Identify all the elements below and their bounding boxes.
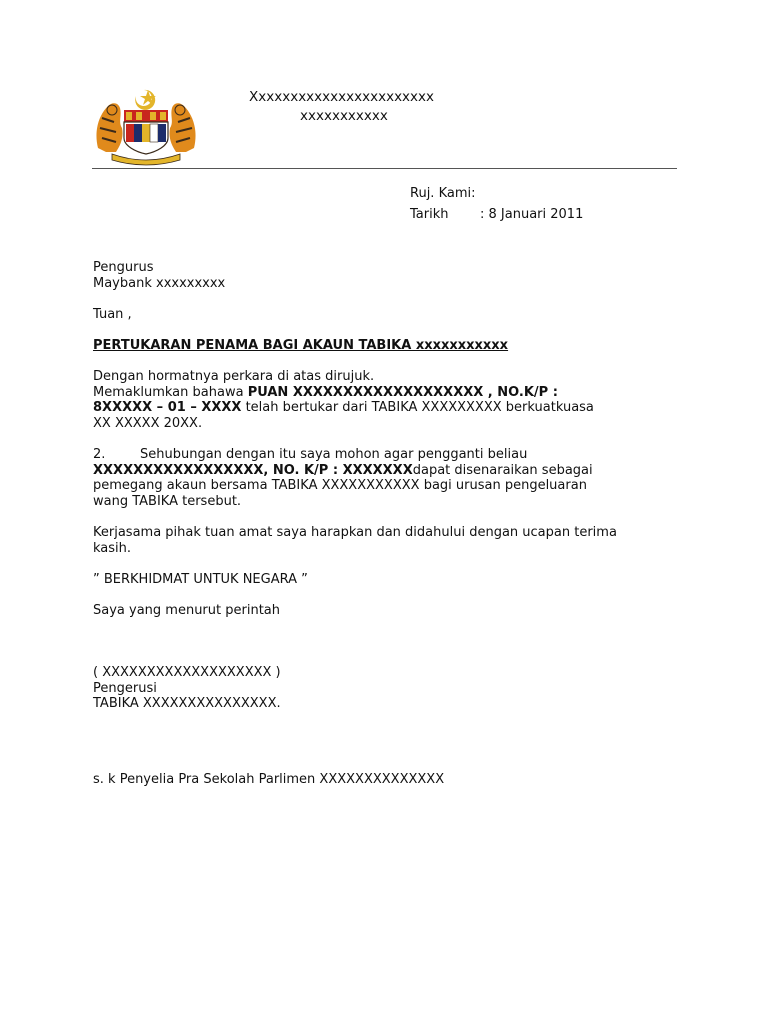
para3-line-1: Kerjasama pihak tuan amat saya harapkan dan didahului dengan ucapan terima	[93, 525, 617, 540]
signatory-title: Pengerusi	[93, 680, 157, 696]
para1-line-2-text: Memaklumkan bahawa	[93, 384, 248, 400]
signatory-name: ( XXXXXXXXXXXXXXXXXXX )	[93, 665, 281, 680]
para2-line-2-bold: XXXXXXXXXXXXXXXXX, NO. K/P : XXXXXXX	[93, 462, 413, 478]
coat-of-arms-crest	[92, 88, 200, 166]
closing-line: Saya yang menurut perintah	[93, 603, 280, 618]
para1-line-3-text: telah bertukar dari TABIKA XXXXXXXXX berkuatkuasa	[241, 400, 594, 416]
signatory-org: TABIKA XXXXXXXXXXXXXXX.	[93, 696, 281, 712]
motto-line: ” BERKHIDMAT UNTUK NEGARA ”	[93, 572, 308, 587]
para2-line-4: wang TABIKA tersebut.	[93, 493, 242, 509]
para2-line-3: pemegang akaun bersama TABIKA XXXXXXXXXXX bagi urusan pengeluaran	[93, 478, 587, 494]
signature-block	[93, 665, 281, 712]
para2-line-2-text: dapat disenaraikan sebagai	[412, 462, 593, 478]
paragraph-3	[93, 525, 617, 556]
para1-line-3	[93, 400, 594, 416]
header-line-1: Xxxxxxxxxxxxxxxxxxxxxxx	[249, 89, 435, 105]
header-line-2: xxxxxxxxxxx	[300, 108, 388, 124]
coat-of-arms-icon	[92, 88, 200, 166]
para2-number: 2.	[93, 447, 106, 462]
reference-block	[410, 183, 583, 225]
recipient-line-2: Maybank xxxxxxxxx	[93, 275, 226, 291]
cc-line: s. k Penyelia Pra Sekolah Parlimen XXXXXXXXXXXXXX	[93, 772, 445, 787]
para2-line-2	[93, 463, 593, 479]
tarikh-row	[410, 204, 583, 225]
paragraph-1	[93, 369, 594, 431]
ruj-kami-label: Ruj. Kami:	[410, 186, 476, 201]
paragraph-2	[93, 447, 593, 509]
tarikh-value: : 8 Januari 2011	[480, 207, 584, 222]
tarikh-label: Tarikh	[410, 207, 449, 222]
para1-line-3-bold: 8XXXXX – 01 – XXXX	[93, 400, 242, 416]
header-divider	[92, 168, 677, 169]
para2-line-1-text: Sehubungan dengan itu saya mohon agar pengganti beliau	[140, 447, 528, 462]
para1-line-2	[93, 385, 594, 401]
recipient-line-1: Pengurus	[93, 260, 154, 275]
recipient-block	[93, 260, 225, 291]
para3-line-2: kasih.	[93, 540, 132, 556]
letter-subject: PERTUKARAN PENAMA BAGI AKAUN TABIKA xxxxxxxxxxx	[93, 338, 509, 353]
para1-line-1: Dengan hormatnya perkara di atas dirujuk.	[93, 369, 375, 384]
salutation: Tuan ,	[93, 307, 132, 322]
para1-line-2-bold: PUAN XXXXXXXXXXXXXXXXXXX , NO.K/P :	[247, 384, 558, 400]
para1-line-4: XX XXXXX 20XX.	[93, 415, 203, 431]
para2-line-1	[93, 447, 593, 463]
